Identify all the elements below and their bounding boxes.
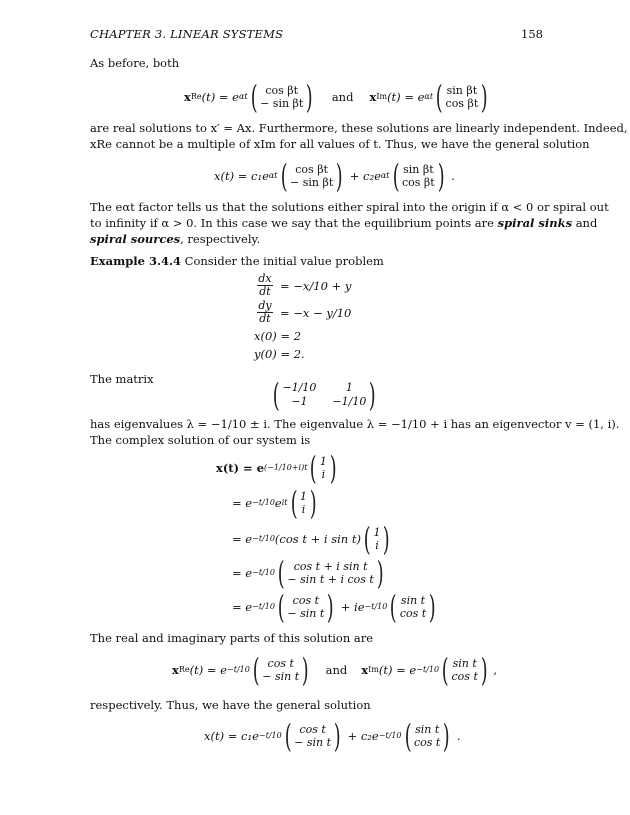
paragraph-eigen-1: has eigenvalues λ = −1/10 ± i. The eigenvalue λ = −1/10 + i has an eigenvector v = (1, i). <box>90 417 620 431</box>
equation-general-solution-2: x(t) = c₁e −t/10 ( cos t − sin t ) + c₂e −t/10 ( sin t cos t ) . <box>204 717 461 755</box>
ivp-x0: x(0) = 2 <box>254 329 302 343</box>
example-label: Example 3.4.4 <box>90 254 181 268</box>
vector-real: ( cos βt − sin βt ) <box>250 78 314 116</box>
derivation-line-5: = e −t/10 ( cos t − sin t ) + ie −t/10 ( sin t cos t ) <box>232 588 436 626</box>
vector-imag: ( sin βt cos βt ) <box>435 78 488 116</box>
derivation-line-4: = e −t/10 ( cos t + i sin t − sin t + i cos t ) <box>232 554 384 592</box>
paragraph-intro: As before, both <box>90 56 180 70</box>
ivp-dx: $\frac{dx}{dt}$ = −x/10 + y <box>258 272 352 298</box>
paragraph-spiral-2: to infinity if α > 0. In this case we say that the equilibrium points are spiral sinks and <box>90 216 598 230</box>
equation-real-imag-parts: x Re (t) = e −t/10 ( cos t − sin t ) and x Im (t) = e −t/10 ( sin t cos t ) , <box>172 651 498 689</box>
equation-general-solution-1: x(t) = c₁e αt ( cos βt − sin βt ) + c₂e αt ( sin βt cos βt ) . <box>214 157 455 195</box>
ivp-dy: $\frac{dy}{dt}$ = −x − y/10 <box>258 299 352 325</box>
page-number: 158 <box>521 27 543 41</box>
paragraph-eigen-2: The complex solution of our system is <box>90 433 311 447</box>
ivp-y0: y(0) = 2. <box>254 347 305 361</box>
equation-xre-xim: x Re (t) = e αt ( cos βt − sin βt ) and x Im (t) = e αt ( sin βt cos βt ) <box>184 81 491 113</box>
paragraph-spiral-1: The eαt factor tells us that the solutions either spiral into the origin if α < 0 or spiral out <box>90 200 609 214</box>
term-spiral-sources: spiral sources <box>90 232 181 246</box>
paragraph-real-imag: The real and imaginary parts of this solution are <box>90 631 374 645</box>
chapter-header: CHAPTER 3. LINEAR SYSTEMS <box>90 27 284 41</box>
paragraph-real-solutions-2: xRe cannot be a multiple of xIm for all values of t. Thus, we have the general solution <box>90 137 590 151</box>
matrix-intro: The matrix <box>90 372 154 386</box>
paragraph-general-solution: respectively. Thus, we have the general solution <box>90 698 371 712</box>
derivation-line-3: = e −t/10 (cos t + i sin t) ( 1 i ) <box>232 520 391 558</box>
derivation-line-2: = e −t/10 e it ( 1 i ) <box>232 484 317 522</box>
derivation-line-1: x(t) = e (−1/10+i)t ( 1 i ) <box>216 449 337 487</box>
paragraph-spiral-3: spiral sources, respectively. <box>90 232 261 246</box>
term-spiral-sinks: spiral sinks <box>497 216 573 230</box>
example-heading: Example 3.4.4 Consider the initial value problem <box>90 254 384 268</box>
matrix: ( −1/10 1 −1 −1/10 ) <box>272 376 377 414</box>
paragraph-real-solutions-1: are real solutions to x′ = Ax. Furthermore, these solutions are linearly independent. Indeed, <box>90 121 628 135</box>
